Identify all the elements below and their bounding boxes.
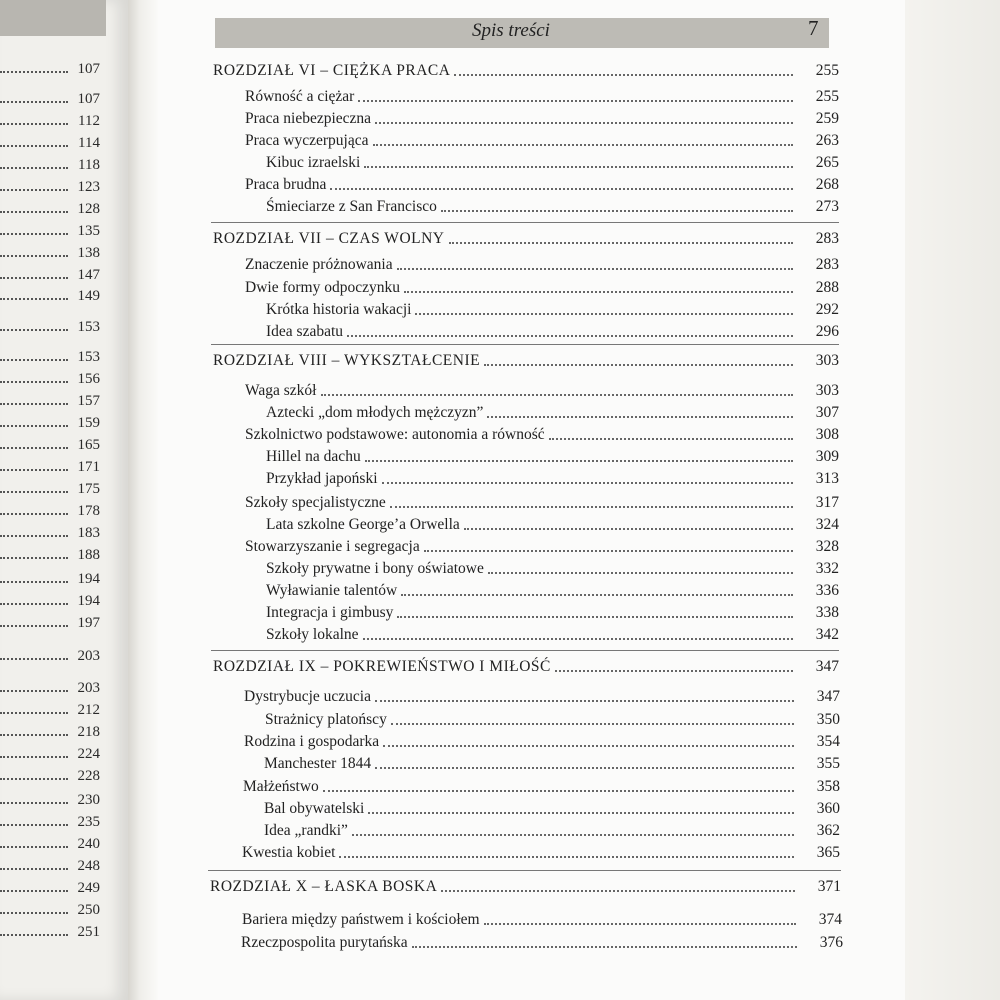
toc-entry-title: Przykład japoński	[266, 470, 378, 487]
left-page-number: 240	[77, 836, 100, 852]
leader-dots	[412, 946, 797, 948]
toc-entry-title: Strażnicy platońscy	[265, 711, 387, 728]
left-toc-row	[0, 831, 100, 853]
leader-dots	[0, 123, 68, 125]
toc-entry-title: Aztecki „dom młodych mężczyzn”	[266, 404, 484, 421]
toc-page-number: 317	[815, 494, 839, 511]
toc-page-number: 303	[815, 352, 839, 369]
toc-page-number: 296	[815, 323, 839, 340]
toc-entry	[266, 299, 839, 321]
toc-entry	[245, 277, 839, 299]
toc-page-number: 313	[815, 470, 839, 487]
toc-page-number: 259	[815, 110, 839, 127]
leader-dots	[0, 211, 68, 213]
toc-entry	[264, 798, 840, 820]
toc-entry-title: Dystrybucje uczucia	[244, 688, 371, 705]
toc-entry-title: Idea „randki”	[264, 822, 348, 839]
leader-dots	[382, 482, 794, 484]
left-page-number: 194	[77, 593, 100, 609]
toc-entry-title: Rodzina i gospodarka	[244, 733, 380, 750]
leader-dots	[484, 923, 796, 925]
left-toc-row	[0, 542, 100, 564]
toc-page-number: 328	[815, 538, 839, 555]
toc-entry-title: ROZDZIAŁ VIII – WYKSZTAŁCENIE	[213, 352, 481, 369]
left-page-number: 159	[77, 415, 100, 431]
toc-entry	[245, 380, 839, 402]
toc-entry-title: Kwestia kobiet	[242, 844, 336, 861]
left-toc-row	[0, 196, 100, 218]
toc-entry-title: Dwie formy odpoczynku	[245, 279, 400, 296]
leader-dots	[0, 403, 68, 405]
leader-dots	[0, 513, 68, 515]
left-page-number: 175	[77, 481, 100, 497]
toc-entry	[266, 624, 839, 646]
leader-dots	[441, 890, 795, 892]
toc-entry	[266, 196, 839, 218]
toc-page-number: 374	[818, 911, 842, 928]
toc-page-number: 354	[816, 733, 840, 750]
toc-page-number: 309	[815, 448, 839, 465]
toc-entry	[245, 174, 839, 196]
left-page-number: 218	[77, 724, 100, 740]
toc-page-number: 283	[815, 230, 839, 247]
left-page-number: 183	[77, 525, 100, 541]
toc-entry	[266, 402, 839, 424]
toc-entry	[266, 446, 839, 468]
toc-entry-title: Manchester 1844	[264, 755, 372, 772]
leader-dots	[0, 167, 68, 169]
left-toc-row	[0, 809, 100, 831]
toc-page-number: 342	[815, 626, 839, 643]
toc-entry	[242, 909, 842, 931]
left-toc-row	[0, 741, 100, 763]
leader-dots	[488, 572, 793, 574]
leader-dots	[321, 394, 794, 396]
left-toc-row	[0, 919, 100, 941]
left-page-number: 149	[77, 288, 100, 304]
leader-dots	[0, 101, 68, 103]
left-toc-row	[0, 432, 100, 454]
left-toc-row	[0, 240, 100, 262]
leader-dots	[375, 700, 794, 702]
toc-entry-title: Krótka historia wakacji	[266, 301, 412, 318]
toc-page-number: 273	[815, 198, 839, 215]
leader-dots	[352, 834, 794, 836]
toc-page-number: 358	[816, 778, 840, 795]
toc-page-number: 307	[815, 404, 839, 421]
leader-dots	[0, 557, 68, 559]
left-page-number: 203	[77, 680, 100, 696]
left-toc-row	[0, 897, 100, 919]
left-page	[0, 0, 128, 1000]
toc-page-number: 303	[815, 382, 839, 399]
leader-dots	[0, 298, 68, 300]
leader-dots	[449, 242, 794, 244]
left-toc-row	[0, 763, 100, 785]
toc-page-number: 347	[816, 688, 840, 705]
leader-dots	[323, 790, 794, 792]
left-toc-row	[0, 643, 100, 665]
leader-dots	[375, 767, 794, 769]
left-page-number: 118	[78, 157, 100, 173]
toc-entry-title: Praca brudna	[245, 176, 327, 193]
leader-dots	[390, 506, 793, 508]
left-page-number: 224	[77, 746, 100, 762]
left-page-number: 249	[77, 880, 100, 896]
chapter-divider	[211, 650, 839, 651]
toc-entry-title: ROZDZIAŁ VII – CZAS WOLNY	[213, 230, 445, 247]
left-page-number: 157	[77, 393, 100, 409]
leader-dots	[0, 145, 68, 147]
toc-page-number: 360	[816, 800, 840, 817]
toc-entry	[265, 709, 840, 731]
toc-page-number: 255	[815, 88, 839, 105]
toc-entry	[266, 580, 839, 602]
chapter-entry	[213, 656, 839, 678]
leader-dots	[0, 603, 68, 605]
left-toc-row	[0, 566, 100, 588]
toc-entry	[245, 130, 839, 152]
toc-entry-title: Idea szabatu	[266, 323, 344, 340]
leader-dots	[549, 438, 793, 440]
left-toc-row	[0, 344, 100, 366]
chapter-entry	[213, 60, 839, 82]
toc-entry-title: Praca wyczerpująca	[245, 132, 369, 149]
leader-dots	[555, 670, 793, 672]
chapter-entry	[213, 228, 839, 250]
left-toc-row	[0, 410, 100, 432]
leader-dots	[0, 447, 68, 449]
page-edge	[905, 0, 1000, 1000]
left-page-number: 188	[77, 547, 100, 563]
left-toc-row	[0, 719, 100, 741]
toc-entry-title: Bariera między państwem i kościołem	[242, 911, 480, 928]
left-toc-row	[0, 174, 100, 196]
toc-entry-title: Szkoły lokalne	[266, 626, 359, 643]
page-number: 7	[808, 16, 819, 40]
leader-dots	[364, 166, 793, 168]
leader-dots	[0, 491, 68, 493]
left-toc-row	[0, 152, 100, 174]
toc-page-number: 365	[816, 844, 840, 861]
left-toc-row	[0, 476, 100, 498]
chapter-divider	[211, 222, 839, 223]
toc-entry	[245, 86, 839, 108]
leader-dots	[0, 255, 68, 257]
leader-dots	[339, 856, 794, 858]
toc-entry-title: Śmieciarze z San Francisco	[266, 198, 437, 215]
leader-dots	[0, 824, 68, 826]
toc-entry-title: ROZDZIAŁ VI – CIĘŻKA PRACA	[213, 62, 451, 79]
left-toc-row	[0, 520, 100, 542]
leader-dots	[424, 550, 793, 552]
left-toc-row	[0, 262, 100, 284]
left-page-number: 230	[77, 792, 100, 808]
leader-dots	[415, 313, 793, 315]
left-page-number: 228	[77, 768, 100, 784]
leader-dots	[0, 934, 68, 936]
left-page-number: 107	[77, 61, 100, 77]
toc-entry	[266, 152, 839, 174]
leader-dots	[368, 812, 794, 814]
leader-dots	[0, 381, 68, 383]
toc-entry-title: Kibuc izraelski	[266, 154, 361, 171]
left-toc-row	[0, 697, 100, 719]
left-page-number: 250	[77, 902, 100, 918]
left-page-number: 248	[77, 858, 100, 874]
toc-entry-title: Bal obywatelski	[264, 800, 365, 817]
left-toc-row	[0, 853, 100, 875]
left-toc-row	[0, 56, 100, 78]
left-page-number: 153	[77, 319, 100, 335]
toc-entry-title: ROZDZIAŁ IX – POKREWIEŃSTWO I MIŁOŚĆ	[213, 658, 551, 675]
leader-dots	[0, 712, 68, 714]
leader-dots	[375, 122, 793, 124]
toc-entry	[266, 468, 839, 490]
left-page-number: 165	[77, 437, 100, 453]
toc-entry	[245, 536, 839, 558]
left-page-number: 203	[77, 648, 100, 664]
toc-entry	[241, 932, 843, 954]
left-toc-row	[0, 218, 100, 240]
toc-entry-title: Szkolnictwo podstawowe: autonomia a równość	[245, 426, 545, 443]
left-toc-row	[0, 588, 100, 610]
left-toc-row	[0, 388, 100, 410]
toc-entry-title: Waga szkół	[245, 382, 317, 399]
leader-dots	[0, 469, 68, 471]
book-gutter	[128, 0, 158, 1000]
leader-dots	[404, 291, 793, 293]
toc-page-number: 355	[816, 755, 840, 772]
left-toc-row	[0, 108, 100, 130]
leader-dots	[373, 144, 794, 146]
left-toc-row	[0, 314, 100, 336]
left-page-number: 147	[77, 267, 100, 283]
leader-dots	[0, 846, 68, 848]
toc-entry	[266, 558, 839, 580]
toc-entry-title: Hillel na dachu	[266, 448, 361, 465]
left-toc-row	[0, 498, 100, 520]
toc-page-number: 332	[815, 560, 839, 577]
leader-dots	[0, 778, 68, 780]
toc-entry	[245, 254, 839, 276]
leader-dots	[0, 71, 68, 73]
toc-page-number: 324	[815, 516, 839, 533]
left-page-number: 112	[78, 113, 100, 129]
toc-entry	[266, 602, 839, 624]
toc-entry-title: Szkoły specjalistyczne	[245, 494, 386, 511]
left-page-number: 178	[77, 503, 100, 519]
leader-dots	[441, 210, 793, 212]
leader-dots	[365, 460, 793, 462]
leader-dots	[0, 581, 68, 583]
left-page-number: 114	[78, 135, 100, 151]
toc-page-number: 350	[816, 711, 840, 728]
toc-entry-title: Małżeństwo	[243, 778, 319, 795]
toc-page-number: 268	[815, 176, 839, 193]
leader-dots	[0, 912, 68, 914]
leader-dots	[454, 74, 793, 76]
toc-entry-title: Znaczenie próżnowania	[245, 256, 393, 273]
toc-entry	[245, 492, 839, 514]
left-page-number: 123	[77, 179, 100, 195]
toc-entry	[244, 686, 840, 708]
toc-page-number: 336	[815, 582, 839, 599]
left-page-header-bar	[0, 0, 106, 36]
toc-entry-title: Rzeczpospolita purytańska	[241, 934, 408, 951]
toc-page-number: 347	[815, 658, 839, 675]
leader-dots	[0, 277, 68, 279]
leader-dots	[401, 594, 793, 596]
leader-dots	[464, 528, 793, 530]
left-toc-row	[0, 675, 100, 697]
leader-dots	[487, 416, 793, 418]
chapter-entry	[210, 876, 841, 898]
toc-entry	[243, 776, 840, 798]
left-page-number: 107	[77, 91, 100, 107]
toc-entry-title: Integracja i gimbusy	[266, 604, 394, 621]
leader-dots	[0, 802, 68, 804]
left-page-number: 156	[77, 371, 100, 387]
toc-entry-title: Szkoły prywatne i bony oświatowe	[266, 560, 484, 577]
leader-dots	[330, 188, 793, 190]
left-page-number: 153	[77, 349, 100, 365]
left-page-number: 138	[77, 245, 100, 261]
toc-page-number: 263	[815, 132, 839, 149]
left-page-number: 128	[77, 201, 100, 217]
leader-dots	[363, 638, 793, 640]
toc-entry	[242, 842, 840, 864]
toc-entry-title: ROZDZIAŁ X – ŁASKA BOSKA	[210, 878, 438, 895]
toc-page-number: 338	[815, 604, 839, 621]
toc-entry-title: Równość a ciężar	[245, 88, 355, 105]
toc-page-number: 288	[815, 279, 839, 296]
leader-dots	[0, 535, 68, 537]
left-toc-row	[0, 454, 100, 476]
leader-dots	[0, 890, 68, 892]
leader-dots	[383, 745, 794, 747]
leader-dots	[0, 233, 68, 235]
toc-page-number: 371	[817, 878, 841, 895]
leader-dots	[484, 364, 793, 366]
left-page-number: 135	[77, 223, 100, 239]
left-toc-row	[0, 366, 100, 388]
chapter-divider	[211, 344, 839, 345]
toc-entry	[245, 424, 839, 446]
left-page-number: 235	[77, 814, 100, 830]
toc-entry-title: Praca niebezpieczna	[245, 110, 372, 127]
toc-entry-title: Lata szkolne George’a Orwella	[266, 516, 460, 533]
leader-dots	[0, 359, 68, 361]
toc-entry	[266, 514, 839, 536]
toc-entry	[264, 753, 840, 775]
toc-page-number: 265	[815, 154, 839, 171]
leader-dots	[0, 189, 68, 191]
toc-entry	[244, 731, 840, 753]
toc-page-number: 255	[815, 62, 839, 79]
page-title: Spis treści	[472, 20, 550, 41]
toc-page-number: 292	[815, 301, 839, 318]
toc-entry	[245, 108, 839, 130]
chapter-entry	[213, 350, 839, 372]
left-page-number: 171	[77, 459, 100, 475]
toc-page-number: 308	[815, 426, 839, 443]
chapter-divider	[208, 870, 841, 871]
left-page-number: 197	[77, 615, 100, 631]
leader-dots	[0, 658, 68, 660]
toc-entry	[264, 820, 840, 842]
left-toc-row	[0, 86, 100, 108]
leader-dots	[0, 868, 68, 870]
leader-dots	[0, 329, 68, 331]
left-toc-row	[0, 610, 100, 632]
leader-dots	[397, 268, 793, 270]
left-toc-row	[0, 787, 100, 809]
leader-dots	[0, 625, 68, 627]
left-toc-row	[0, 130, 100, 152]
toc-page-number: 283	[815, 256, 839, 273]
toc-entry	[266, 321, 839, 343]
toc-entry-title: Stowarzyszanie i segregacja	[245, 538, 420, 555]
toc-entry-title: Wyławianie talentów	[266, 582, 398, 599]
leader-dots	[0, 756, 68, 758]
left-page-number: 194	[77, 571, 100, 587]
leader-dots	[0, 734, 68, 736]
left-toc-row	[0, 875, 100, 897]
leader-dots	[358, 100, 793, 102]
leader-dots	[0, 425, 68, 427]
leader-dots	[347, 335, 793, 337]
leader-dots	[0, 690, 68, 692]
toc-page-number: 376	[819, 934, 843, 951]
toc-page-number: 362	[816, 822, 840, 839]
leader-dots	[397, 616, 793, 618]
leader-dots	[391, 723, 794, 725]
left-toc-row	[0, 283, 100, 305]
left-page-number: 251	[77, 924, 100, 940]
left-page-number: 212	[77, 702, 100, 718]
